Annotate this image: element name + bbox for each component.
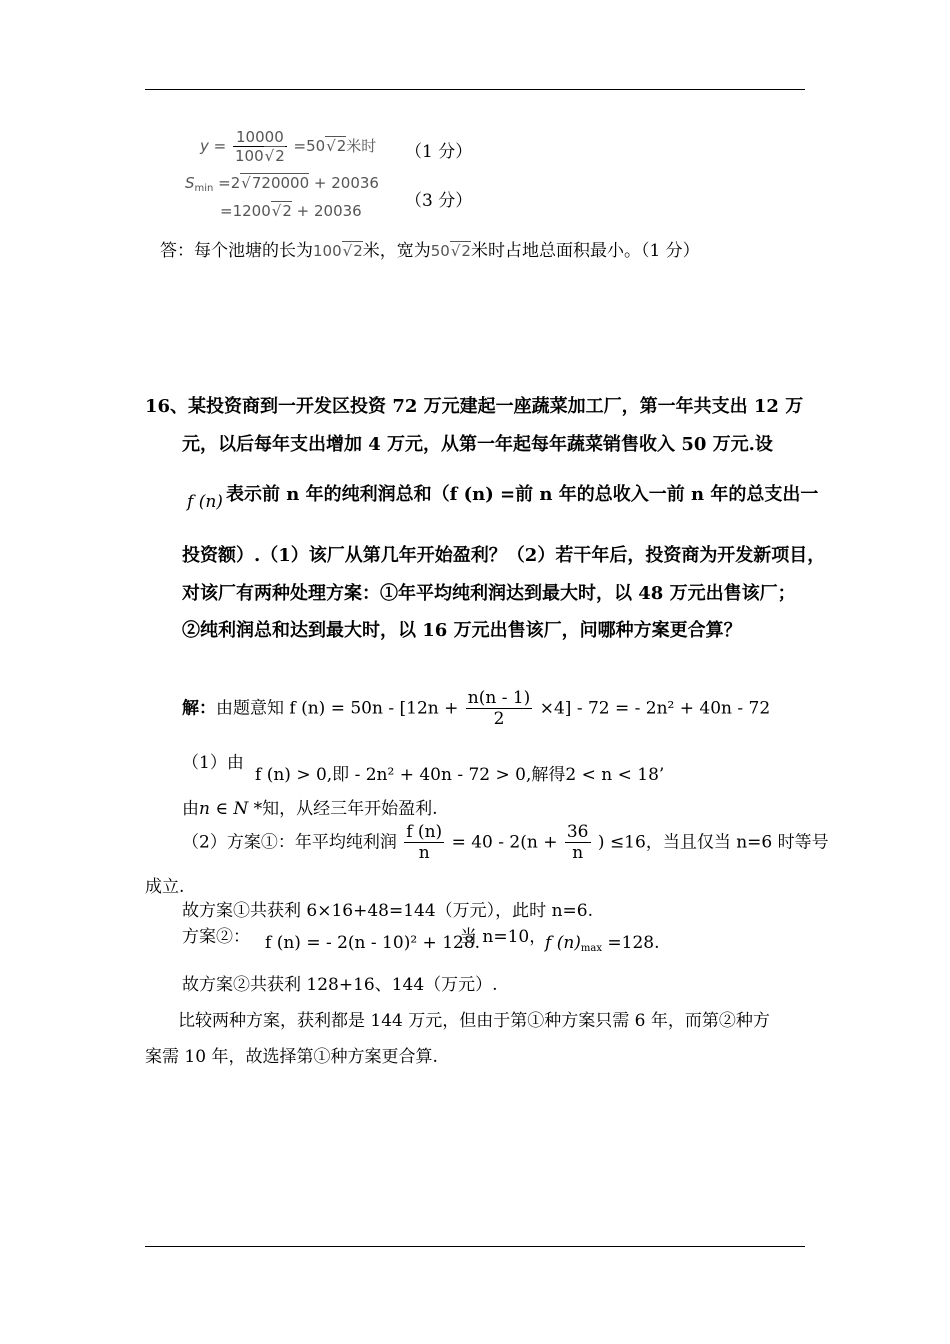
solution-intro: 由题意知 [216,698,284,719]
y-rhs-radical: √ 2 [325,136,346,155]
part1-concl-a: 由 [182,799,199,819]
answer-width-radical: √ 2 [450,241,471,260]
part3-label: 方案②： [182,927,250,947]
problem-line-2: 元，以后每年支出增加 4 万元，从第一年起每年蔬菜销售收入 50 万元.设 [182,434,773,455]
problem-line-5: 对该厂有两种处理方案：①年平均纯利润达到最大时，以 48 万元出售该厂； [182,583,796,604]
answer-suffix: 米时占地总面积最小。（1 分） [470,241,700,261]
s-line2-tail: + 20036 [296,202,362,220]
part2-continued: 成立. [145,877,185,897]
part2-tail: ，当且仅当 n=6 时等号 [645,832,829,853]
y-equation [200,128,376,165]
compare-line-2: 案需 10 年，故选择第①种方案更合算. [145,1047,438,1067]
part3-fmax [545,933,660,954]
part3-fmax-func: f (n) [545,933,581,953]
solution-frac-den: 2 [466,708,533,729]
s-label: S [185,174,195,192]
y-rhs: =50 [293,137,326,155]
solution-frac [466,688,533,730]
y-lhs: y = [200,137,227,155]
part3-fmax-sub: max [580,943,603,954]
s-line2-coef: =1200 [220,202,271,220]
part2-total: 故方案①共获利 6×16+48=144（万元），此时 n=6. [182,901,593,921]
header-rule [145,89,805,90]
part2-frac-den: n [404,842,444,863]
part2-label: （2）方案①：年平均纯利润 [182,832,397,853]
part3-value: =128. [607,933,660,953]
solution-eq-b: ×4] - 72 = - 2n² + 40n - 72 [539,698,771,719]
s-line1-radical: √ 720000 [240,173,309,192]
part2-line [182,822,829,864]
solution-frac-num: n(n - 1) [467,688,531,708]
part1-equation: f (n) > 0,即 - 2n² + 40n - 72 > 0,解得2 < n < 18’ [255,765,665,785]
answer-width-coef: 50 [430,242,450,260]
part2-eq-b: ) ≤16 [597,832,646,853]
part3-equation: f (n) = - 2(n - 10)² + 128. [265,933,481,953]
s-min-line2 [220,202,362,220]
part1-conclusion [182,794,438,819]
y-fraction [233,128,287,165]
problem-line-4: 投资额）.（1）该厂从第几年开始盈利？（2）若干年后，投资商为开发新项目， [182,545,826,566]
answer-length-radical: √ 2 [342,241,363,260]
s-subscript: min [194,183,214,194]
solution-eq-a: f (n) = 50n - [12n + [289,698,459,719]
part2-frac2-den: n [565,842,591,863]
solution-line [182,688,770,730]
y-unit: 米时 [346,137,377,155]
part1-concl-math: n ∈ N * [199,799,263,819]
answer-mid: 米，宽为 [362,241,431,261]
problem-func: f (n) [187,492,223,512]
part1-concl-b: 知，从经三年开始盈利. [262,799,438,819]
answer-prefix: 答：每个池塘的长为 [160,241,313,261]
part2-frac [404,822,444,864]
y-numerator: 10000 [236,128,284,146]
s-min-line1 [185,174,379,194]
y-score: （1 分） [405,142,473,162]
solution-label: 解： [182,698,216,719]
part3-when: 当 n=10， [460,927,547,947]
problem-line-1: 16、某投资商到一开发区投资 72 万元建起一座蔬菜加工厂，第一年共支出 12 万 [145,396,804,417]
y-den-radical: √ 2 [264,146,285,165]
s-score: （3 分） [405,191,473,211]
y-denominator [233,146,287,165]
part2-eq-a: = 40 - 2(n + [451,832,558,853]
part3-total: 故方案②共获利 128+16、144（万元）. [182,975,498,995]
part2-frac-num: f (n) [406,822,443,842]
answer-length-coef: 100 [313,242,342,260]
problem-line-6: ②纯利润总和达到最大时，以 16 万元出售该厂，问哪种方案更合算？ [182,620,742,641]
answer-line [160,236,700,261]
compare-line-1: 比较两种方案，获利都是 144 万元，但由于第①种方案只需 6 年，而第②种方 [178,1011,770,1031]
part1-label: （1）由 [182,753,244,773]
s-line2-radical: √ 2 [271,201,292,220]
s-line1-coef: =2 [218,174,241,192]
y-den-coef: 100 [235,147,264,165]
part2-frac2 [565,822,591,864]
problem-line-3: 表示前 n 年的纯利润总和（f (n) =前 n 年的总收入一前 n 年的总支出一 [226,484,819,505]
footer-rule [145,1246,805,1247]
s-line1-tail: + 20036 [313,174,379,192]
part2-frac2-num: 36 [566,822,589,842]
